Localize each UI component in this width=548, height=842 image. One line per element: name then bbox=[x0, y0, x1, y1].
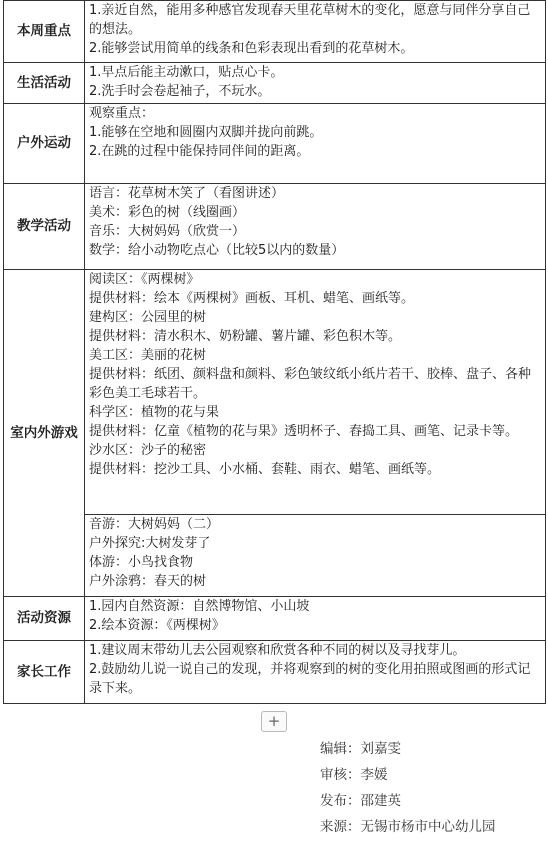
table-row bbox=[4, 1, 546, 63]
row-content-teaching bbox=[85, 184, 546, 270]
content-line: 提供材料：纸团、颜料盘和颜料、彩色皱纹纸小纸片若干、胶棒、盘子、各种彩色美工毛球若干。 bbox=[89, 367, 532, 401]
row-content-daily-life bbox=[85, 63, 546, 104]
table-row bbox=[4, 515, 546, 597]
weekly-plan-table bbox=[3, 0, 546, 704]
credits bbox=[320, 736, 496, 840]
content-line: 1.亲近自然，能用多种感官发现春天里花草树木的变化，愿意与同伴分享自己的想法。 bbox=[89, 3, 531, 37]
content-line: 美术：彩色的树（线圈画） bbox=[89, 205, 246, 220]
row-label-games: 室内外游戏 bbox=[4, 270, 85, 597]
credit-source: 来源：无锡市杨市中心幼儿园 bbox=[320, 819, 496, 835]
table-row bbox=[4, 270, 546, 515]
content-line: 科学区：植物的花与果 bbox=[89, 405, 220, 420]
content-line: 阅读区：《两棵树》 bbox=[89, 272, 200, 287]
content-line: 美工区：美丽的花树 bbox=[89, 348, 207, 363]
table-row bbox=[4, 63, 546, 104]
content-line: 1.早点后能主动漱口，贴点心卡。 bbox=[89, 65, 284, 80]
content-line: 2.在跳的过程中能保持同伴间的距离。 bbox=[89, 144, 310, 159]
row-content-parents bbox=[85, 641, 546, 704]
content-line: 2.能够尝试用简单的线条和色彩表现出看到的花草树木。 bbox=[89, 41, 414, 56]
content-line: 音游：大树妈妈（二） bbox=[89, 517, 220, 532]
row-label-weekly-focus: 本周重点 bbox=[4, 1, 85, 63]
row-content-resources bbox=[85, 597, 546, 641]
content-line: 提供材料：挖沙工具、小水桶、套鞋、雨衣、蜡笔、画纸等。 bbox=[89, 462, 441, 477]
row-content-outdoor-games bbox=[85, 515, 546, 597]
row-label-outdoor-exercise: 户外运动 bbox=[4, 104, 85, 184]
content-line: 户外涂鸦：春天的树 bbox=[89, 574, 207, 589]
row-content-outdoor-exercise bbox=[85, 104, 546, 184]
table-row bbox=[4, 597, 546, 641]
content-line: 1.建议周末带幼儿去公园观察和欣赏各种不同的树以及寻找芽儿。 bbox=[89, 643, 466, 658]
table-row bbox=[4, 641, 546, 704]
content-line: 提供材料：清水积木、奶粉罐、薯片罐、彩色积木等。 bbox=[89, 329, 402, 344]
content-line: 体游：小鸟找食物 bbox=[89, 555, 194, 570]
credit-reviewer: 审核：李媛 bbox=[320, 767, 388, 783]
content-line: 语言：花草树木笑了（看图讲述） bbox=[89, 186, 285, 201]
add-button[interactable]: + bbox=[261, 711, 287, 732]
content-line: 2.洗手时会卷起袖子，不玩水。 bbox=[89, 84, 271, 99]
row-label-teaching: 教学活动 bbox=[4, 184, 85, 270]
content-line: 1.园内自然资源：自然博物馆、小山坡 bbox=[89, 599, 310, 614]
content-line: 2.绘本资源：《两棵树》 bbox=[89, 618, 225, 633]
content-line: 户外探究:大树发芽了 bbox=[89, 536, 211, 551]
row-label-resources: 活动资源 bbox=[4, 597, 85, 641]
content-line: 沙水区：沙子的秘密 bbox=[89, 443, 207, 458]
content-line: 观察重点： bbox=[89, 106, 155, 121]
content-line: 数学：给小动物吃点心（比较5以内的数量） bbox=[89, 243, 345, 258]
content-line: 提供材料：亿童《植物的花与果》透明杯子、舂捣工具、画笔、记录卡等。 bbox=[89, 424, 519, 439]
content-line: 提供材料：绘本《两棵树》画板、耳机、蜡笔、画纸等。 bbox=[89, 291, 415, 306]
row-label-daily-life: 生活活动 bbox=[4, 63, 85, 104]
row-content-weekly-focus bbox=[85, 1, 546, 63]
row-content-indoor-games bbox=[85, 270, 546, 515]
table-row bbox=[4, 184, 546, 270]
row-label-parents: 家长工作 bbox=[4, 641, 85, 704]
content-line: 建构区：公园里的树 bbox=[89, 310, 207, 325]
table-row bbox=[4, 104, 546, 184]
content-line: 2.鼓励幼儿说一说自己的发现，并将观察到的树的变化用拍照或图画的形式记录下来。 bbox=[89, 662, 531, 696]
content-line: 1.能够在空地和圆圈内双脚并拢向前跳。 bbox=[89, 125, 323, 140]
credit-publisher: 发布：邵建英 bbox=[320, 793, 401, 809]
credit-editor: 编辑：刘嘉雯 bbox=[320, 741, 401, 757]
content-line: 音乐：大树妈妈（欣赏一） bbox=[89, 224, 246, 239]
